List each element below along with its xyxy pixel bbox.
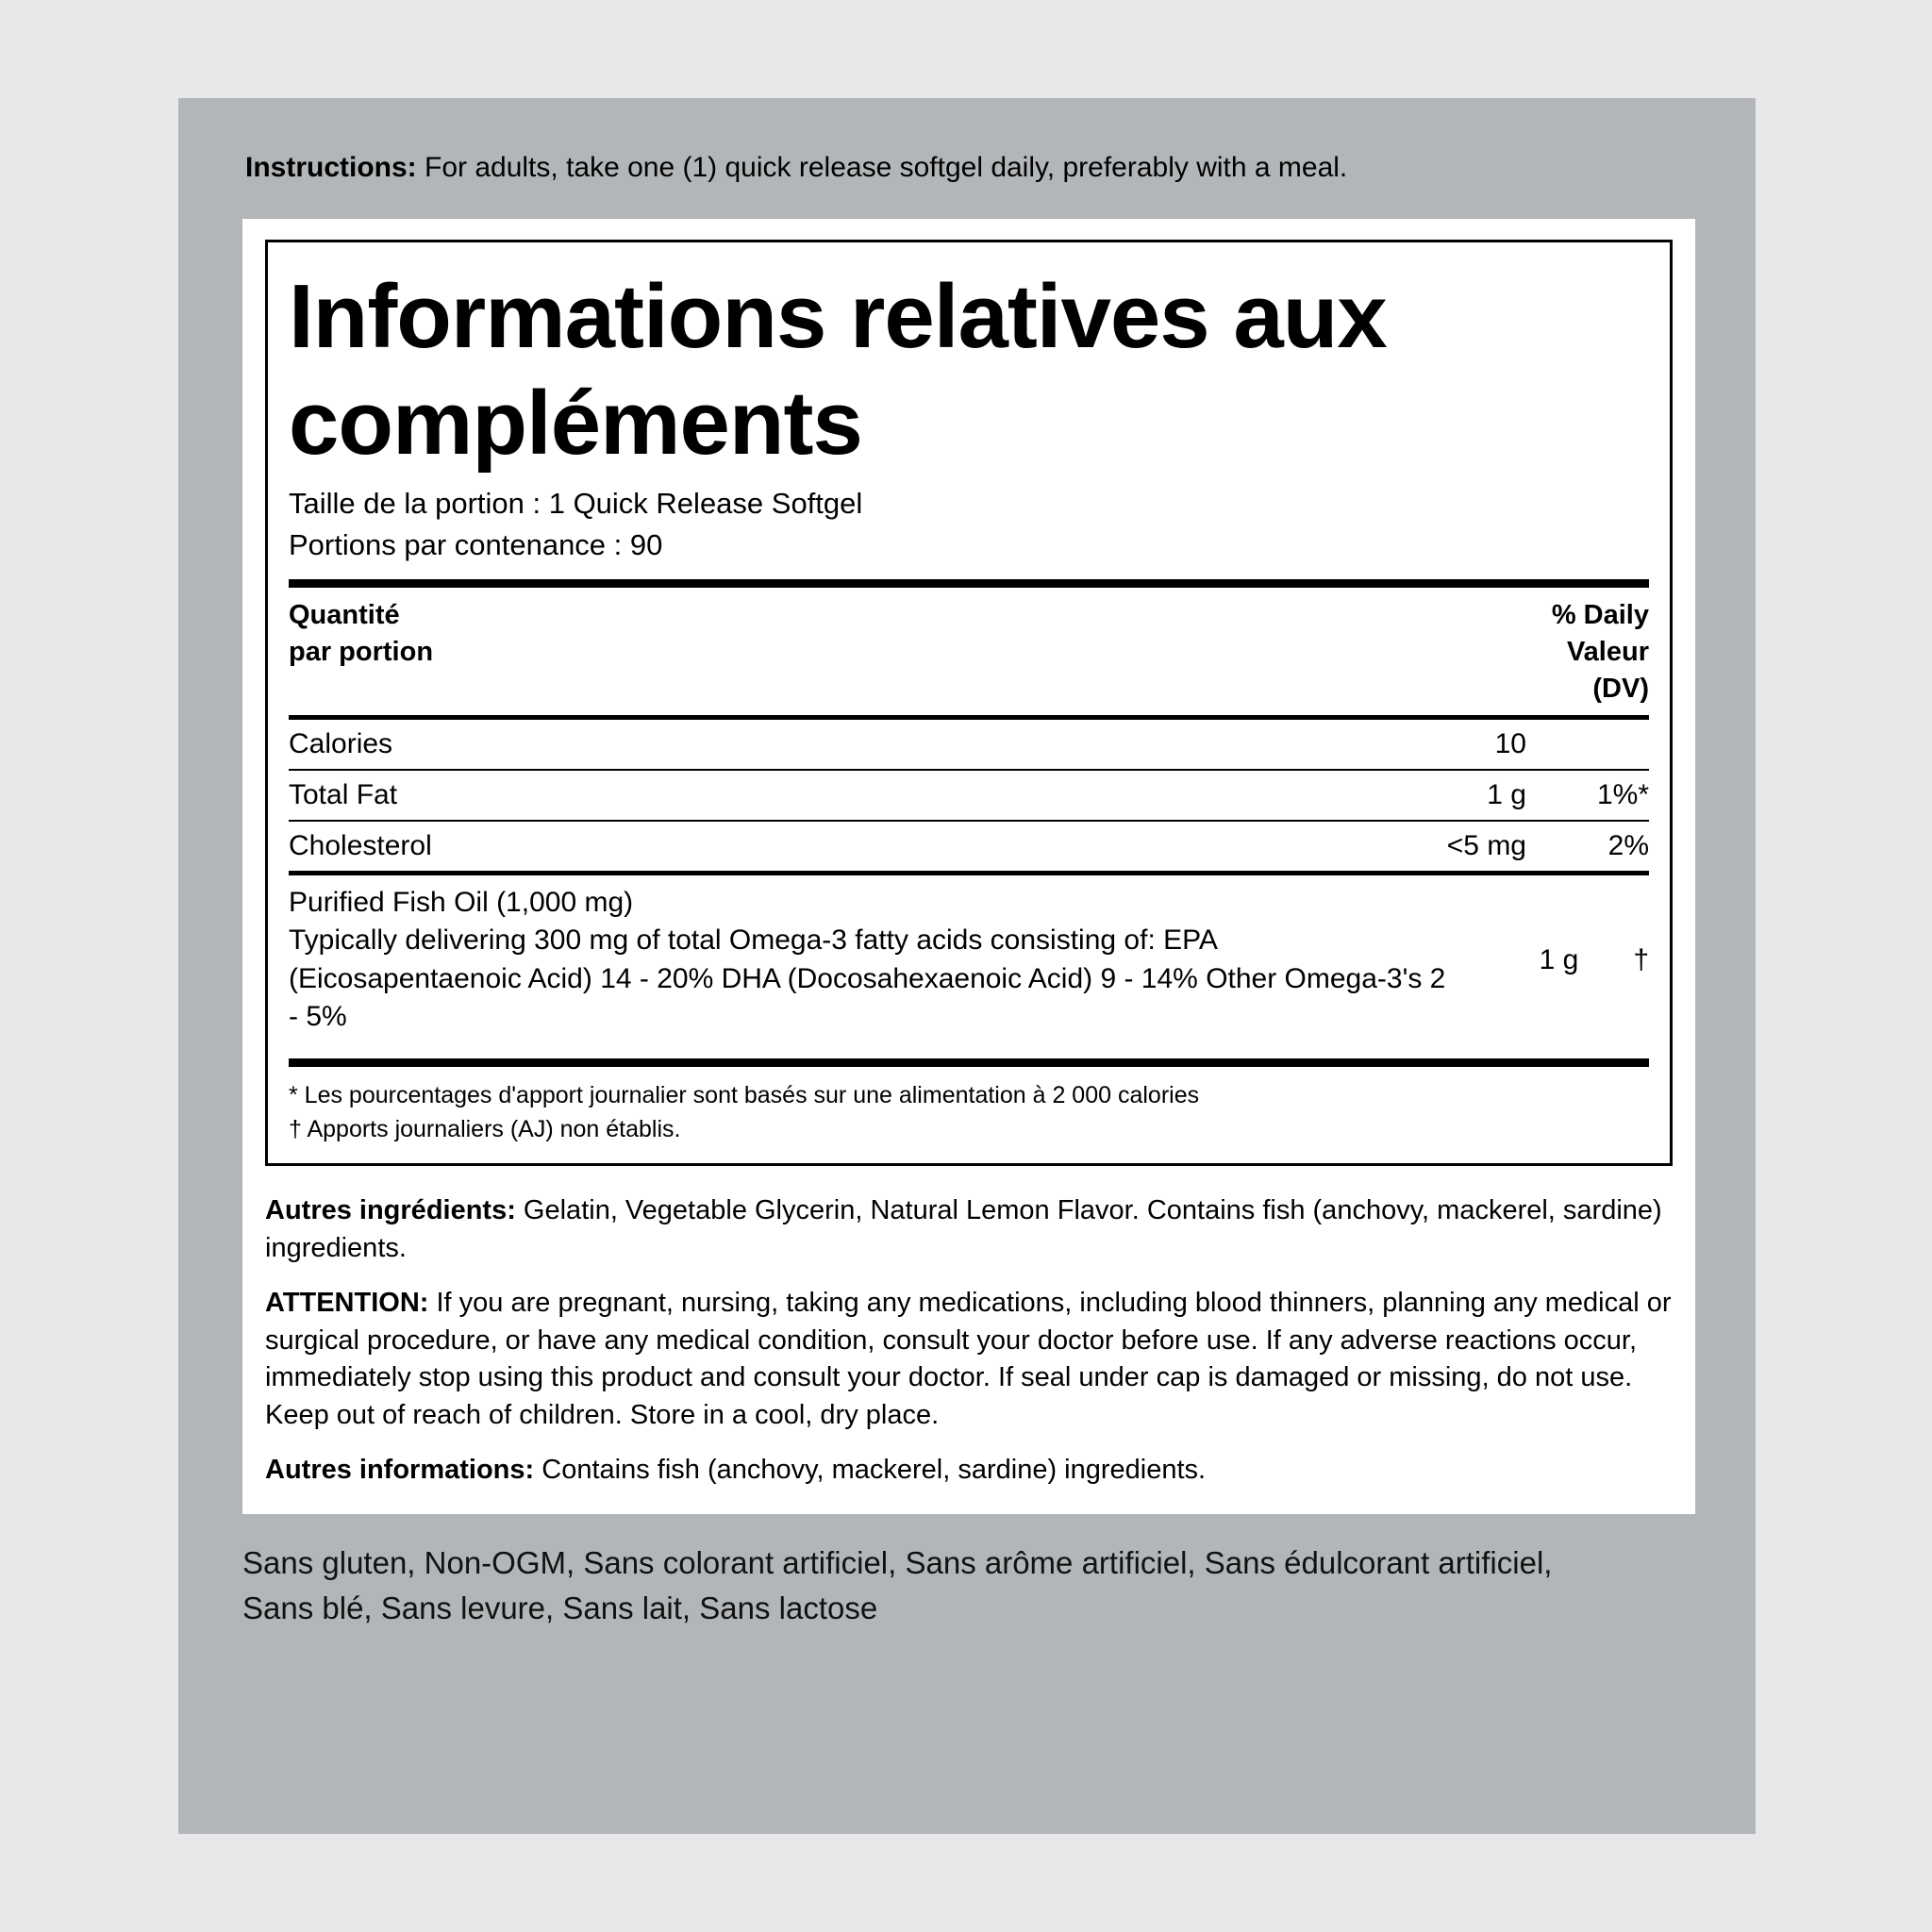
instructions-label: Instructions:	[245, 152, 417, 183]
nutrient-dv: 1%*	[1596, 778, 1649, 810]
nutrient-name	[289, 884, 1472, 1037]
nutrient-name-line2: Typically delivering 300 mg of total Omega-3 fatty acids consisting of: EPA (Eicosapentaenoic Acid) 14 - 20% DHA (Docosahexaenoic Acid) 9 - 14% Other Omega-3's 2 - 5%	[289, 924, 1446, 1033]
servings-per-container: Portions par contenance : 90	[289, 527, 663, 561]
nutrient-dv: 2%	[1607, 829, 1649, 861]
footnote-star: * Les pourcentages d'apport journalier sont basés sur une alimentation à 2 000 calories	[289, 1081, 1200, 1108]
instructions-line	[245, 149, 1698, 186]
nutrient-dv: †	[1633, 943, 1649, 975]
other-ingredients-label: Autres ingrédients:	[265, 1195, 516, 1226]
header-amount-per-serving	[289, 597, 433, 671]
table-row	[289, 822, 1649, 871]
other-information-text: Contains fish (anchovy, mackerel, sardine) ingredients.	[534, 1454, 1207, 1485]
product-claims-line1: Sans gluten, Non-OGM, Sans colorant artificiel, Sans arôme artificiel, Sans édulcorant artificiel,	[242, 1545, 1553, 1580]
header-amount-line2: par portion	[289, 636, 434, 667]
nutrient-amount: <5 mg	[1446, 829, 1526, 861]
divider-thick-top	[289, 579, 1649, 588]
table-row	[289, 875, 1649, 1045]
product-claims-line2: Sans blé, Sans levure, Sans lait, Sans lactose	[242, 1590, 878, 1625]
nutrient-name: Calories	[289, 727, 393, 759]
header-amount-line1: Quantité	[289, 599, 400, 630]
header-daily-value	[1552, 597, 1649, 708]
header-dv-line1: % Daily	[1551, 599, 1649, 630]
header-dv-line2: Valeur	[1566, 636, 1649, 667]
warning-text: If you are pregnant, nursing, taking any medications, including blood thinners, planning any medical or surgical procedure, or have any medical condition, consult your doctor before use. If any adverse reactions occur, immediately stop using this product and consult your doctor. If seal under cap is damaged or missing, do not use. Keep out of reach of children. Store in a cool, dry place.	[265, 1287, 1672, 1431]
footnote-dagger: † Apports journaliers (AJ) non établis.	[289, 1116, 681, 1143]
label-page	[178, 98, 1756, 1834]
other-ingredients-text: Gelatin, Vegetable Glycerin, Natural Lemon Flavor. Contains fish (anchovy, mackerel, sardine) ingredients.	[265, 1195, 1662, 1264]
footnotes	[289, 1067, 1649, 1147]
facts-table-header	[289, 588, 1649, 715]
divider-thick-bottom	[289, 1058, 1649, 1067]
instructions-text: For adults, take one (1) quick release softgel daily, preferably with a meal.	[416, 152, 1348, 183]
white-panel	[242, 219, 1695, 1514]
other-ingredients	[265, 1192, 1673, 1267]
serving-size: Taille de la portion : 1 Quick Release Softgel	[289, 486, 863, 520]
nutrient-amount: 1 g	[1487, 778, 1526, 810]
supplement-facts-box	[265, 240, 1673, 1166]
header-dv-line3: (DV)	[1592, 673, 1649, 704]
table-row	[289, 720, 1649, 769]
warning-paragraph	[265, 1285, 1673, 1435]
other-information-label: Autres informations:	[265, 1454, 535, 1485]
nutrient-name-line1: Purified Fish Oil (1,000 mg)	[289, 886, 634, 918]
table-row	[289, 771, 1649, 820]
warning-label: ATTENTION:	[265, 1287, 429, 1318]
nutrient-name: Cholesterol	[289, 829, 432, 861]
label-body-text	[242, 1166, 1695, 1513]
nutrient-amount: 10	[1494, 727, 1526, 759]
other-information	[265, 1452, 1673, 1490]
nutrient-amount: 1 g	[1539, 943, 1579, 975]
supplement-facts-title: Informations relatives aux compléments	[289, 266, 1387, 475]
nutrient-name: Total Fat	[289, 778, 398, 810]
product-claims	[242, 1541, 1695, 1631]
